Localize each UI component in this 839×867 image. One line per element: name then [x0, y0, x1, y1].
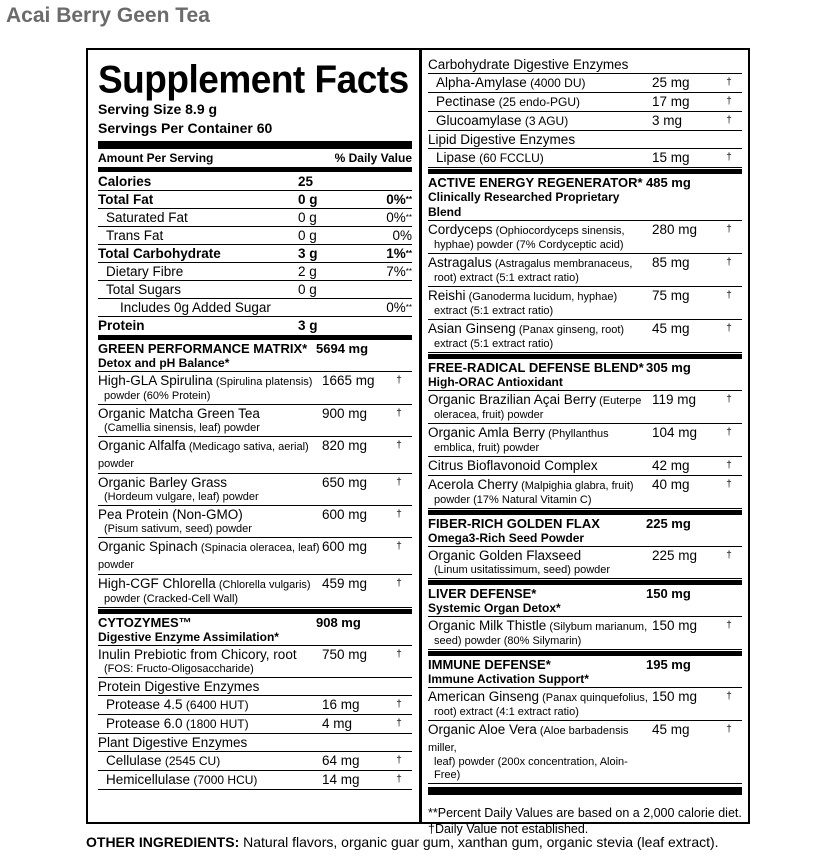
ingredient-amount: 15 mg: [652, 150, 690, 165]
supplement-facts-panel: [86, 48, 750, 836]
ingredient-row: [98, 372, 412, 405]
blend-name: [428, 175, 646, 220]
nutrient-name: Includes 0g Added Sugar: [120, 300, 271, 315]
blend-name: [428, 516, 646, 546]
amount-header-row: [98, 151, 412, 166]
ingredient-amount: 600 mg: [322, 539, 368, 554]
ingredient-amount: 4 mg: [322, 716, 353, 731]
label-title: Supplement Facts: [98, 58, 409, 102]
ingredient-amount: 75 mg: [652, 288, 690, 303]
dv-mark: **: [405, 249, 412, 258]
ingredient-unit: (6400 HUT): [182, 698, 249, 712]
ingredient-amount: 14 mg: [322, 772, 360, 787]
ingredient-name: [428, 392, 652, 422]
ingredient-title: Organic Amla Berry: [428, 425, 546, 440]
nutrient-row: [98, 281, 412, 299]
blend-amount: 908 mg: [316, 615, 361, 630]
dagger-mark: †: [396, 375, 402, 386]
medium-rule: [98, 609, 412, 614]
ingredient-name: [428, 618, 652, 648]
blend-header: [428, 516, 742, 547]
blend-title: LIVER DEFENSE*: [428, 586, 537, 601]
ingredient-unit: (3 AGU): [521, 114, 569, 128]
blend-subtitle: High-ORAC Antioxidant: [428, 375, 563, 389]
ingredient-row: [428, 721, 742, 784]
nutrient-dv: [362, 227, 412, 244]
ingredient-amount: 3 mg: [652, 113, 683, 128]
ingredient-row: [428, 93, 742, 112]
blend-header: [98, 615, 412, 646]
ingredient-latin: (Astragalus membranaceus,: [491, 258, 633, 270]
blend-amount: 195 mg: [646, 657, 691, 672]
ingredient-row: [98, 771, 412, 790]
ingredient-latin: (Euterpe: [596, 395, 642, 407]
ingredient-amount: 64 mg: [322, 753, 360, 768]
medium-rule: [428, 169, 742, 174]
ingredient-title: Asian Ginseng: [428, 321, 516, 336]
dagger-mark: †: [726, 257, 732, 268]
enzyme-group-title: Protein Digestive Enzymes: [98, 678, 412, 696]
medium-rule: [98, 335, 412, 340]
blend-title: FREE-RADICAL DEFENSE BLEND*: [428, 360, 644, 375]
enzyme-group-title: Carbohydrate Digestive Enzymes: [428, 56, 742, 74]
footnote-dagger: †Daily Value not established.: [428, 822, 589, 836]
ingredient-amount: 17 mg: [652, 94, 690, 109]
ingredient-amount: 40 mg: [652, 477, 690, 492]
ingredient-title: Cellulase: [106, 753, 162, 768]
dv-mark: **: [405, 267, 412, 276]
dagger-mark: †: [726, 394, 732, 405]
nutrient-row: [98, 263, 412, 281]
servings-per-container: Servings Per Container 60: [98, 120, 273, 136]
serving-size: Serving Size 8.9 g: [98, 101, 218, 117]
dagger-mark: †: [726, 479, 732, 490]
nutrient-name: Protein: [98, 318, 145, 333]
nutrient-amount: 0 g: [298, 282, 317, 297]
ingredient-desc: powder (17% Natural Vitamin C): [434, 494, 592, 506]
ingredient-amount: 45 mg: [652, 722, 690, 737]
ingredient-name: [428, 113, 652, 129]
dagger-mark: †: [396, 541, 402, 552]
ingredient-desc: root) extract (4:1 extract ratio): [434, 706, 579, 718]
right-enzyme-groups: [428, 56, 742, 168]
ingredient-row: [428, 457, 742, 476]
ingredient-title: Cordyceps: [428, 222, 493, 237]
ingredient-title: Protease 4.5: [106, 697, 183, 712]
thick-rule: [428, 787, 742, 795]
blend-amount: 225 mg: [646, 516, 691, 531]
ingredient-desc: emblica, fruit) powder: [434, 442, 540, 454]
ingredient-desc: hyphae) powder (7% Cordyceptic acid): [434, 239, 624, 251]
dagger-mark: †: [726, 96, 732, 107]
right-blends: [428, 175, 742, 784]
ingredient-amount: 1665 mg: [322, 373, 375, 388]
ingredient-amount: 25 mg: [652, 75, 690, 90]
medium-rule: [428, 354, 742, 359]
ingredient-amount: 459 mg: [322, 576, 368, 591]
ingredient-title: Astragalus: [428, 255, 492, 270]
ingredient-amount: 104 mg: [652, 425, 698, 440]
blend-subtitle: Clinically Researched Proprietary Blend: [428, 190, 620, 219]
dagger-mark: †: [726, 115, 732, 126]
ingredient-row: [428, 688, 742, 721]
ingredient-name: [98, 753, 322, 769]
dagger-mark: †: [726, 691, 732, 702]
blend-subtitle: Detox and pH Balance*: [98, 356, 230, 370]
ingredient-name: [428, 689, 652, 719]
ingredient-latin: (Spinacia oleracea, leaf) powder: [98, 542, 320, 571]
ingredient-unit: (60 FCCLU): [475, 151, 544, 165]
ingredient-name: [98, 647, 322, 676]
enzyme-group-title: Plant Digestive Enzymes: [98, 734, 412, 752]
ingredient-desc: seed) powder (80% Silymarin): [434, 635, 582, 647]
ingredient-amount: 16 mg: [322, 697, 360, 712]
dagger-mark: †: [726, 152, 732, 163]
nutrient-dv: [362, 299, 412, 316]
ingredient-row: [428, 547, 742, 579]
page-title: Acai Berry Geen Tea: [6, 4, 210, 27]
dagger-mark: †: [396, 408, 402, 419]
dagger-mark: †: [726, 620, 732, 631]
ingredient-row: [428, 254, 742, 287]
ingredient-name: [98, 539, 322, 573]
nutrient-name: Trans Fat: [106, 228, 164, 243]
ingredient-row: [428, 74, 742, 93]
ingredient-amount: 280 mg: [652, 222, 698, 237]
blend-amount: 5694 mg: [316, 341, 369, 356]
other-ingredients: [86, 834, 719, 850]
ingredient-name: [428, 75, 652, 91]
dagger-mark: †: [396, 477, 402, 488]
ingredient-amount: 119 mg: [652, 392, 697, 407]
ingredient-unit: (2545 CU): [161, 754, 221, 768]
ingredient-title: Protease 6.0: [106, 716, 183, 731]
ingredient-name: [98, 697, 322, 713]
dv-mark: **: [405, 303, 412, 312]
ingredient-name: [428, 425, 652, 455]
ingredient-name: [98, 772, 322, 788]
ingredient-latin: (Ganoderma lucidum, hyphae): [465, 291, 618, 303]
ingredient-name: [98, 438, 322, 472]
dv-value: 1%: [386, 246, 406, 261]
dagger-mark: †: [726, 550, 732, 561]
nutrient-dv: [362, 209, 412, 226]
ingredient-desc: oleracea, fruit) powder: [434, 409, 544, 421]
ingredient-row: [98, 752, 412, 771]
blend-subtitle: Omega3-Rich Seed Powder: [428, 531, 585, 545]
nutrient-amount: 0 g: [298, 228, 317, 243]
ingredient-title: Pectinase: [436, 94, 496, 109]
ingredient-latin: (Silybum marianum,: [546, 621, 648, 633]
blend-name: [428, 586, 646, 616]
other-ingredients-label: OTHER INGREDIENTS:: [86, 834, 240, 850]
ingredient-name: [428, 477, 652, 507]
left-column: [98, 58, 412, 790]
ingredient-amount: 900 mg: [322, 406, 368, 421]
blend-title: CYTOZYMES™: [98, 615, 192, 630]
ingredient-name: [98, 406, 322, 435]
ingredient-amount: 820 mg: [322, 438, 368, 453]
ingredient-row: [428, 112, 742, 131]
nutrient-row: [98, 209, 412, 227]
blend-subtitle: Digestive Enzyme Assimilation*: [98, 630, 279, 644]
ingredient-name: [428, 222, 652, 252]
ingredient-row: [428, 424, 742, 457]
ingredient-unit: (7000 HCU): [190, 773, 258, 787]
ingredient-title: American Ginseng: [428, 689, 540, 704]
nutrient-row: [98, 227, 412, 245]
ingredient-title: Hemicellulase: [106, 772, 191, 787]
ingredient-title: Inulin Prebiotic from Chicory, root: [98, 647, 297, 662]
ingredient-title: Organic Barley Grass: [98, 475, 228, 490]
dagger-mark: †: [726, 460, 732, 471]
ingredient-row: [98, 575, 412, 608]
dagger-mark: †: [396, 578, 402, 589]
ingredient-latin: (Phyllanthus: [545, 428, 609, 440]
nutrient-amount: 0 g: [298, 210, 317, 225]
nutrient-row: [98, 173, 412, 191]
ingredient-row: [98, 538, 412, 575]
ingredient-desc: extract (5:1 extract ratio): [434, 338, 554, 350]
ingredient-unit: (4000 DU): [526, 76, 586, 90]
ingredient-desc: root) extract (5:1 extract ratio): [434, 272, 579, 284]
dagger-mark: †: [726, 427, 732, 438]
ingredient-title: Alpha-Amylase: [436, 75, 527, 90]
nutrient-table: [98, 173, 412, 334]
nutrient-row: [98, 245, 412, 263]
nutrient-name: Total Sugars: [106, 282, 182, 297]
nutrient-dv: [362, 263, 412, 280]
other-ingredients-text: Natural flavors, organic guar gum, xanthan gum, organic stevia (leaf extract).: [239, 834, 719, 850]
ingredient-desc: extract (5:1 extract ratio): [434, 305, 554, 317]
dv-value: 0%: [386, 300, 406, 315]
dv-mark: **: [405, 213, 412, 222]
blend-header: [428, 175, 742, 221]
blend-title: ACTIVE ENERGY REGENERATOR*: [428, 175, 643, 190]
enzyme-group-title: Lipid Digestive Enzymes: [428, 131, 742, 149]
ingredient-name: [428, 94, 652, 110]
ingredient-desc: powder (60% Protein): [104, 390, 211, 402]
ingredient-amount: 150 mg: [652, 618, 698, 633]
blend-title: GREEN PERFORMANCE MATRIX*: [98, 341, 308, 356]
blend-header: [98, 341, 412, 372]
ingredient-amount: 42 mg: [652, 458, 690, 473]
ingredient-latin: (Malpighia glabra, fruit): [518, 480, 634, 492]
ingredient-desc: (Pisum sativum, seed) powder: [104, 523, 252, 535]
nutrient-name: Total Carbohydrate: [98, 246, 221, 261]
nutrient-dv: [362, 245, 412, 262]
nutrient-amount: 0 g: [298, 192, 318, 207]
ingredient-latin: (Chlorella vulgaris): [215, 579, 311, 591]
ingredient-amount: 45 mg: [652, 321, 690, 336]
ingredient-amount: 750 mg: [322, 647, 368, 662]
footnote-dv: **Percent Daily Values are based on a 2,000 calorie diet.: [428, 806, 742, 820]
ingredient-name: [428, 321, 652, 351]
blend-name: [428, 360, 646, 390]
ingredient-latin: (Ophiocordyceps sinensis,: [492, 225, 625, 237]
ingredient-row: [98, 437, 412, 474]
medium-rule: [428, 580, 742, 585]
ingredient-title: Organic Spinach: [98, 539, 198, 554]
amount-header: Amount Per Serving: [98, 151, 214, 165]
nutrient-amount: 3 g: [298, 318, 318, 333]
ingredient-title: Organic Brazilian Açai Berry: [428, 392, 597, 407]
ingredient-row: [98, 405, 412, 437]
footnotes: [428, 797, 742, 837]
ingredient-title: Organic Alfalfa: [98, 438, 186, 453]
ingredient-name: [98, 475, 322, 504]
right-column: [428, 56, 742, 837]
ingredient-title: Acerola Cherry: [428, 477, 519, 492]
ingredient-title: High-GLA Spirulina: [98, 373, 213, 388]
blend-header: [428, 657, 742, 688]
ingredient-desc: (Linum usitatissimum, seed) powder: [434, 564, 611, 576]
ingredient-latin: (Aloe barbadensis miller,: [428, 725, 629, 754]
ingredient-row: [98, 646, 412, 678]
dagger-mark: †: [726, 724, 732, 735]
medium-rule: [428, 651, 742, 656]
ingredient-name: [428, 255, 652, 285]
medium-rule: [98, 167, 412, 172]
ingredient-desc: (Camellia sinensis, leaf) powder: [104, 422, 260, 434]
nutrient-amount: 3 g: [298, 246, 318, 261]
ingredient-title: Reishi: [428, 288, 466, 303]
column-divider: [419, 50, 422, 822]
ingredient-name: [98, 373, 322, 403]
dv-mark: **: [405, 195, 412, 204]
ingredient-row: [428, 149, 742, 168]
nutrient-name: Saturated Fat: [106, 210, 188, 225]
blend-amount: 485 mg: [646, 175, 691, 190]
blend-header: [428, 586, 742, 617]
ingredient-row: [98, 474, 412, 506]
dagger-mark: †: [726, 77, 732, 88]
ingredient-desc: powder (Cracked-Cell Wall): [104, 593, 239, 605]
ingredient-title: Pea Protein (Non-GMO): [98, 507, 243, 522]
blend-title: FIBER-RICH GOLDEN FLAX: [428, 516, 600, 531]
ingredient-name: [428, 458, 652, 474]
ingredient-row: [428, 476, 742, 509]
ingredient-amount: 150 mg: [652, 689, 698, 704]
ingredient-row: [428, 287, 742, 320]
nutrient-amount: 2 g: [298, 264, 317, 279]
ingredient-desc: (FOS: Fructo-Oligosaccharide): [104, 663, 254, 675]
ingredient-name: [428, 150, 652, 166]
ingredient-title: Organic Milk Thistle: [428, 618, 547, 633]
ingredient-row: [428, 221, 742, 254]
dv-value: 0%: [386, 210, 406, 225]
dv-value: 7%: [386, 264, 406, 279]
ingredient-title: Glucoamylase: [436, 113, 522, 128]
ingredient-amount: 650 mg: [322, 475, 368, 490]
dv-value: 0%: [392, 228, 412, 243]
blend-title: IMMUNE DEFENSE*: [428, 657, 551, 672]
nutrient-row: [98, 317, 412, 334]
ingredient-row: [428, 320, 742, 353]
ingredient-row: [428, 617, 742, 650]
ingredient-row: [98, 715, 412, 734]
left-blends: [98, 341, 412, 790]
nutrient-name: Dietary Fibre: [106, 264, 184, 279]
ingredient-title: Organic Matcha Green Tea: [98, 406, 260, 421]
dagger-mark: †: [396, 774, 402, 785]
ingredient-title: Citrus Bioflavonoid Complex: [428, 458, 598, 473]
ingredient-name: [98, 507, 322, 536]
ingredient-name: [428, 288, 652, 318]
blend-header: [428, 360, 742, 391]
nutrient-name: Total Fat: [98, 192, 154, 207]
ingredient-title: Organic Aloe Vera: [428, 722, 537, 737]
ingredient-title: Organic Golden Flaxseed: [428, 548, 582, 563]
nutrient-amount: 25: [298, 174, 314, 189]
dagger-mark: †: [396, 509, 402, 520]
dagger-mark: †: [396, 440, 402, 451]
blend-subtitle: Systemic Organ Detox*: [428, 601, 561, 615]
ingredient-unit: (1800 HUT): [182, 717, 249, 731]
dagger-mark: †: [726, 224, 732, 235]
ingredient-name: [98, 576, 322, 606]
ingredient-amount: 225 mg: [652, 548, 698, 563]
dagger-mark: †: [396, 755, 402, 766]
dv-value: 0%: [386, 192, 406, 207]
ingredient-title: Lipase: [436, 150, 476, 165]
dagger-mark: †: [396, 699, 402, 710]
blend-name: [98, 615, 316, 645]
ingredient-name: [98, 716, 322, 732]
ingredient-row: [428, 391, 742, 424]
dagger-mark: †: [396, 718, 402, 729]
thick-rule: [98, 141, 412, 149]
ingredient-unit: (25 endo-PGU): [495, 95, 580, 109]
ingredient-latin: (Spirulina platensis): [212, 376, 313, 388]
ingredient-latin: (Medicago sativa, aerial) powder: [98, 441, 309, 470]
ingredient-amount: 85 mg: [652, 255, 690, 270]
dagger-mark: †: [396, 649, 402, 660]
ingredient-latin: (Panax quinquefolius,: [539, 692, 648, 704]
ingredient-row: [98, 506, 412, 538]
ingredient-title: High-CGF Chlorella: [98, 576, 216, 591]
medium-rule: [428, 510, 742, 515]
ingredient-name: [428, 722, 652, 782]
ingredient-name: [428, 548, 652, 577]
blend-name: [98, 341, 316, 371]
nutrient-name: Calories: [98, 174, 152, 189]
ingredient-desc: leaf) powder (200x concentration, Aloin-Free): [434, 756, 628, 781]
nutrient-row: [98, 299, 412, 317]
ingredient-amount: 600 mg: [322, 507, 368, 522]
dagger-mark: †: [726, 323, 732, 334]
nutrient-row: [98, 191, 412, 209]
ingredient-latin: (Panax ginseng, root): [515, 324, 625, 336]
ingredient-desc: (Hordeum vulgare, leaf) powder: [104, 491, 259, 503]
blend-amount: 150 mg: [646, 586, 691, 601]
dagger-mark: †: [726, 290, 732, 301]
blend-subtitle: Immune Activation Support*: [428, 672, 589, 686]
blend-name: [428, 657, 646, 687]
dv-header: % Daily Value: [334, 151, 412, 165]
ingredient-row: [98, 696, 412, 715]
nutrient-dv: [362, 191, 412, 208]
blend-amount: 305 mg: [646, 360, 691, 375]
